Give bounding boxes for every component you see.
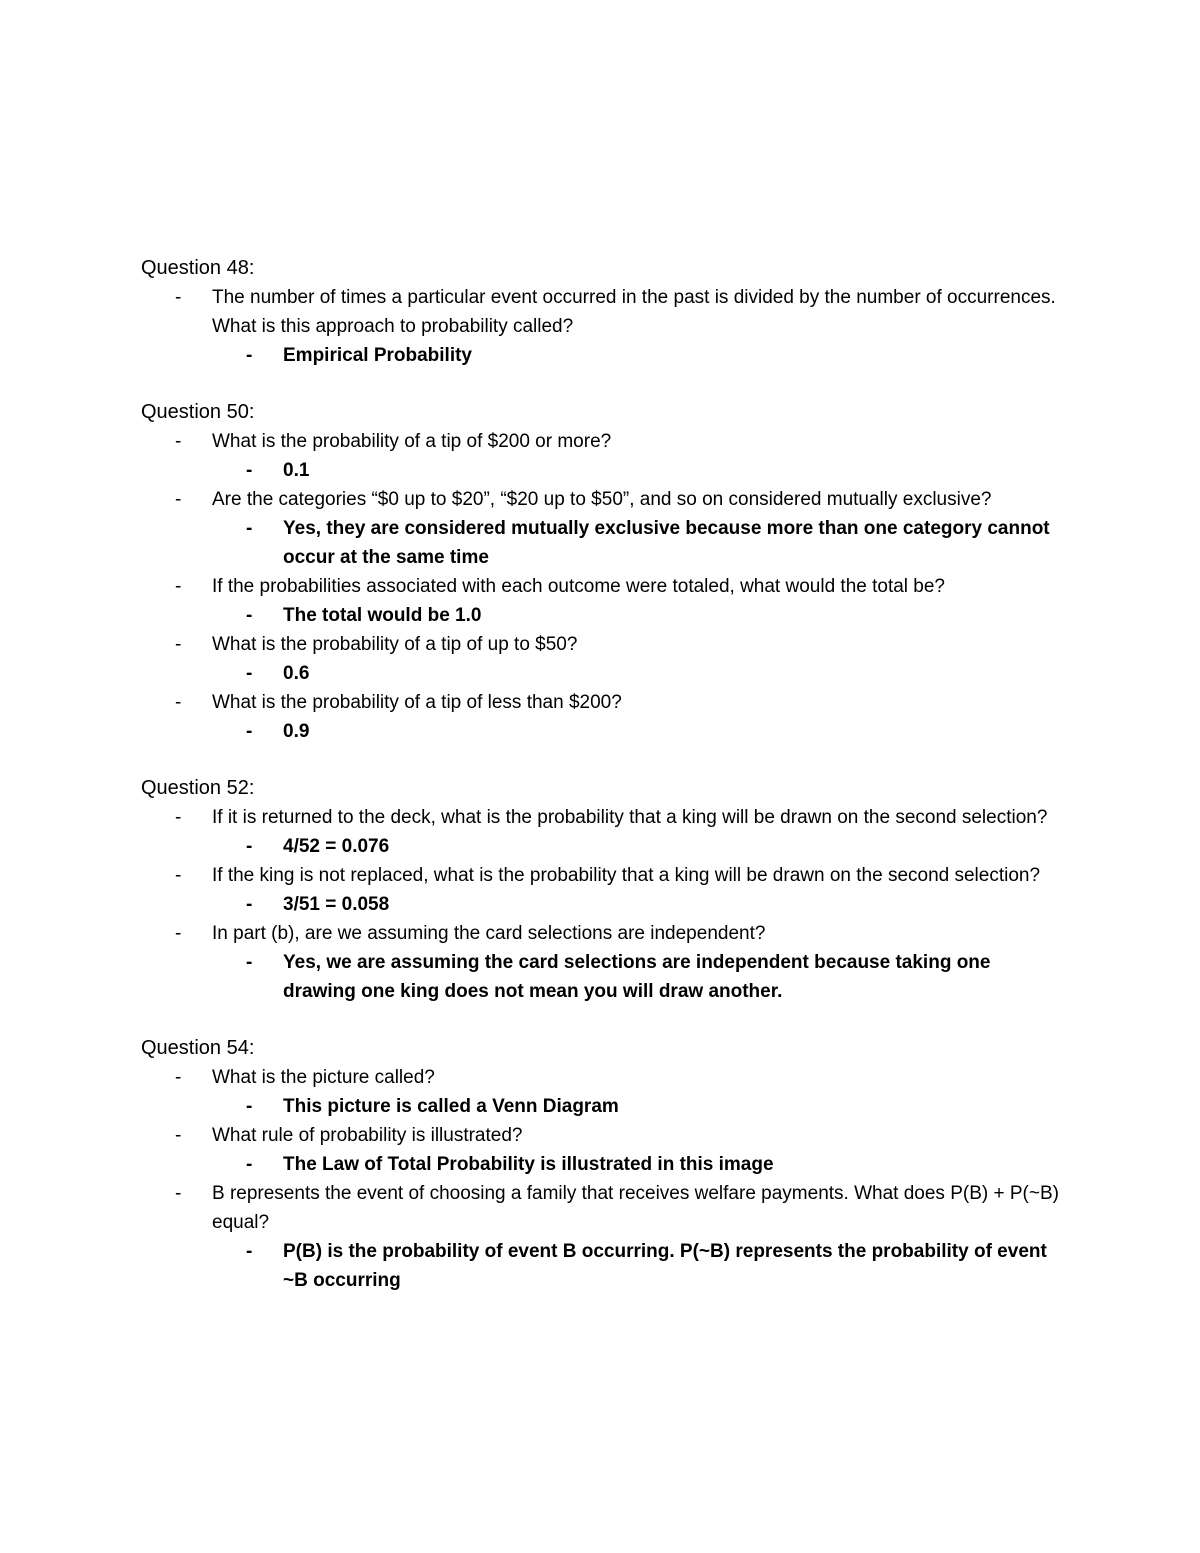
dash-bullet-icon: - <box>175 807 182 828</box>
answer-text: The Law of Total Probability is illustrated in this image <box>283 1154 774 1175</box>
document-page <box>141 254 1061 1295</box>
section-question-48 <box>141 254 1061 370</box>
answer-text: 0.9 <box>283 721 310 742</box>
answer-item <box>212 948 1061 1006</box>
answer-list <box>212 717 1061 746</box>
dash-bullet-icon: - <box>175 287 182 308</box>
answer-list <box>212 1092 1061 1121</box>
dash-bullet-icon: - <box>175 1067 182 1088</box>
question-item <box>141 1179 1061 1295</box>
question-list <box>141 283 1061 370</box>
section-question-50 <box>141 398 1061 746</box>
answer-text: This picture is called a Venn Diagram <box>283 1096 619 1117</box>
question-item <box>141 688 1061 746</box>
dash-bullet-icon: - <box>246 1154 253 1175</box>
dash-bullet-icon: - <box>175 431 182 452</box>
answer-list <box>212 1150 1061 1179</box>
dash-bullet-icon: - <box>246 894 253 915</box>
question-item <box>141 861 1061 919</box>
dash-bullet-icon: - <box>246 518 253 539</box>
answer-item <box>212 1092 1061 1121</box>
dash-bullet-icon: - <box>246 460 253 481</box>
answer-item <box>212 1237 1061 1295</box>
question-list <box>141 803 1061 1006</box>
answer-text: P(B) is the probability of event B occurring. P(~B) represents the probability of event ~B occurring <box>283 1241 1047 1291</box>
answer-text: 0.1 <box>283 460 310 481</box>
answer-item <box>212 514 1061 572</box>
dash-bullet-icon: - <box>246 345 253 366</box>
dash-bullet-icon: - <box>246 1096 253 1117</box>
question-text: What is the picture called? <box>212 1067 435 1088</box>
answer-text: The total would be 1.0 <box>283 605 482 626</box>
answer-list <box>212 890 1061 919</box>
question-text: What is the probability of a tip of $200 or more? <box>212 431 612 452</box>
dash-bullet-icon: - <box>175 489 182 510</box>
dash-bullet-icon: - <box>175 634 182 655</box>
answer-item <box>212 601 1061 630</box>
dash-bullet-icon: - <box>246 663 253 684</box>
answer-item <box>212 1150 1061 1179</box>
question-item <box>141 485 1061 572</box>
dash-bullet-icon: - <box>175 576 182 597</box>
dash-bullet-icon: - <box>246 721 253 742</box>
answer-text: 4/52 = 0.076 <box>283 836 390 857</box>
answer-list <box>212 948 1061 1006</box>
dash-bullet-icon: - <box>246 836 253 857</box>
dash-bullet-icon: - <box>175 1125 182 1146</box>
answer-item <box>212 832 1061 861</box>
section-heading: Question 54: <box>141 1037 255 1059</box>
answer-list <box>212 1237 1061 1295</box>
question-text: Are the categories “$0 up to $20”, “$20 up to $50”, and so on considered mutually exclusive? <box>212 489 992 510</box>
answer-item <box>212 717 1061 746</box>
section-question-52 <box>141 774 1061 1006</box>
question-item <box>141 803 1061 861</box>
question-text: B represents the event of choosing a family that receives welfare payments. What does P(B) + P(~B) equal? <box>212 1183 1059 1233</box>
answer-text: Empirical Probability <box>283 345 472 366</box>
answer-list <box>212 341 1061 370</box>
dash-bullet-icon: - <box>246 605 253 626</box>
answer-list <box>212 832 1061 861</box>
answer-text: Yes, we are assuming the card selections are independent because taking one drawing one king does not mean you will draw another. <box>283 952 991 1002</box>
question-item <box>141 427 1061 485</box>
answer-text: 3/51 = 0.058 <box>283 894 390 915</box>
question-text: If the king is not replaced, what is the probability that a king will be drawn on the second selection? <box>212 865 1041 886</box>
question-item <box>141 919 1061 1006</box>
section-question-54 <box>141 1034 1061 1295</box>
question-text: What is the probability of a tip of less than $200? <box>212 692 622 713</box>
section-heading: Question 52: <box>141 777 255 799</box>
question-list <box>141 1063 1061 1295</box>
answer-list <box>212 659 1061 688</box>
dash-bullet-icon: - <box>175 865 182 886</box>
dash-bullet-icon: - <box>175 923 182 944</box>
answer-list <box>212 601 1061 630</box>
answer-list <box>212 514 1061 572</box>
section-heading: Question 50: <box>141 401 255 423</box>
dash-bullet-icon: - <box>246 1241 253 1262</box>
answer-item <box>212 341 1061 370</box>
answer-text: 0.6 <box>283 663 310 684</box>
section-heading: Question 48: <box>141 257 255 279</box>
dash-bullet-icon: - <box>175 1183 182 1204</box>
question-list <box>141 427 1061 746</box>
question-text: If it is returned to the deck, what is the probability that a king will be drawn on the second selection? <box>212 807 1048 828</box>
question-item <box>141 630 1061 688</box>
question-item <box>141 1063 1061 1121</box>
answer-list <box>212 456 1061 485</box>
answer-item <box>212 456 1061 485</box>
question-text: What is the probability of a tip of up to $50? <box>212 634 578 655</box>
dash-bullet-icon: - <box>175 692 182 713</box>
dash-bullet-icon: - <box>246 952 253 973</box>
answer-text: Yes, they are considered mutually exclusive because more than one category cannot occur at the same time <box>283 518 1050 568</box>
answer-item <box>212 659 1061 688</box>
question-text: If the probabilities associated with each outcome were totaled, what would the total be? <box>212 576 945 597</box>
answer-item <box>212 890 1061 919</box>
question-text: What rule of probability is illustrated? <box>212 1125 523 1146</box>
question-text: In part (b), are we assuming the card selections are independent? <box>212 923 766 944</box>
question-item <box>141 572 1061 630</box>
question-text: The number of times a particular event occurred in the past is divided by the number of occurrences. What is this approach to probability called? <box>212 287 1056 337</box>
question-item <box>141 1121 1061 1179</box>
question-item <box>141 283 1061 370</box>
